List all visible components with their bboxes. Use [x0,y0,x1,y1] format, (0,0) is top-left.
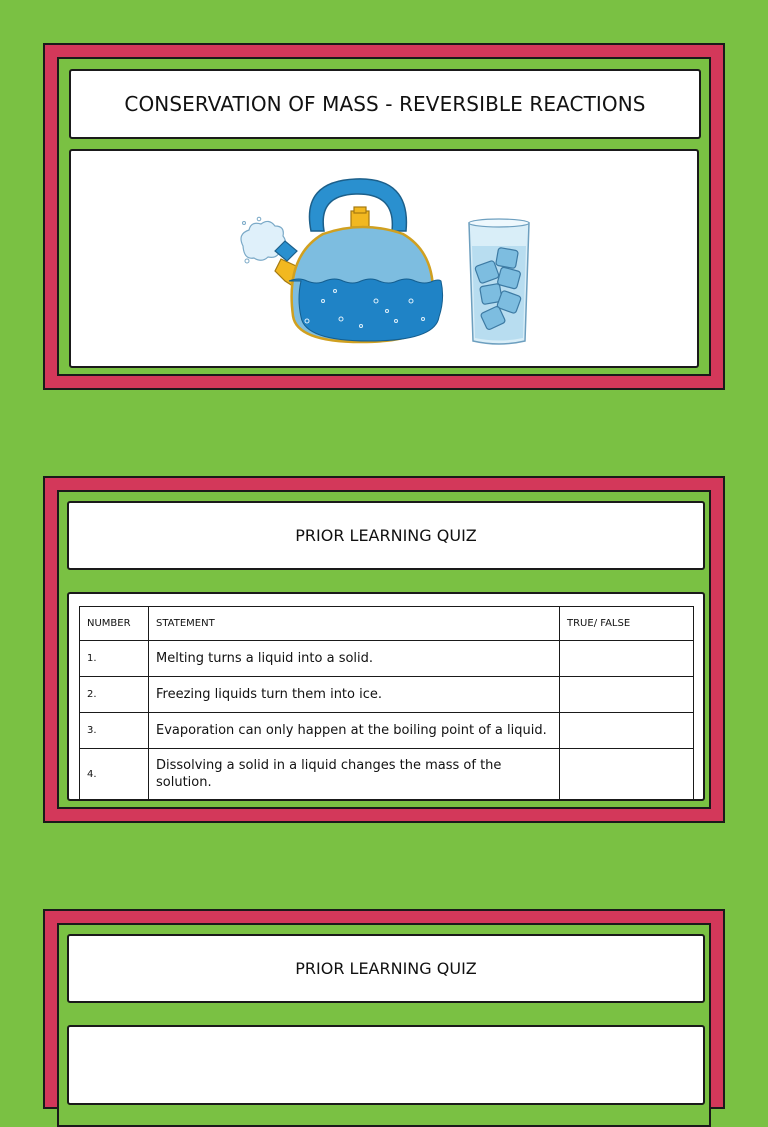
glass-of-ice-icon [469,219,529,344]
table-row [80,749,694,800]
table-row [80,677,694,713]
slide-3-content-box [67,1025,705,1105]
slide-3 [43,909,725,1109]
table-header-row [80,607,694,641]
row-answer-cell[interactable] [560,677,694,713]
slide-1 [43,43,725,390]
table-row [80,641,694,677]
slide-2-table-box [67,592,705,801]
row-statement: Dissolving a solid in a liquid changes the mass of the solution. [149,749,560,800]
row-statement: Evaporation can only happen at the boiling point of a liquid. [149,713,560,749]
kettle-icon [275,179,443,342]
row-statement: Freezing liquids turn them into ice. [149,677,560,713]
column-header-true-false: TRUE/ FALSE [560,607,694,641]
table-row [80,713,694,749]
row-answer-cell[interactable] [560,749,694,800]
slide-3-inner [57,923,711,1127]
row-answer-cell[interactable] [560,713,694,749]
slide-1-title-box [69,69,701,139]
slide-3-title: PRIOR LEARNING QUIZ [295,959,477,978]
illustration [71,151,699,368]
row-number: 2. [80,677,149,713]
quiz-table [79,606,694,800]
slide-1-inner [57,57,711,376]
row-statement: Melting turns a liquid into a solid. [149,641,560,677]
column-header-number: NUMBER [80,607,149,641]
row-number: 4. [80,749,149,800]
slide-1-illustration-box [69,149,699,368]
row-number: 1. [80,641,149,677]
row-answer-cell[interactable] [560,641,694,677]
slide-2 [43,476,725,823]
column-header-statement: STATEMENT [149,607,560,641]
steam-icon [241,217,285,263]
slide-3-title-box [67,934,705,1003]
slide-2-inner [57,490,711,809]
slide-2-title-box [67,501,705,570]
slide-1-title: CONSERVATION OF MASS - REVERSIBLE REACTIONS [124,92,646,116]
slide-2-title: PRIOR LEARNING QUIZ [295,526,477,545]
row-number: 3. [80,713,149,749]
